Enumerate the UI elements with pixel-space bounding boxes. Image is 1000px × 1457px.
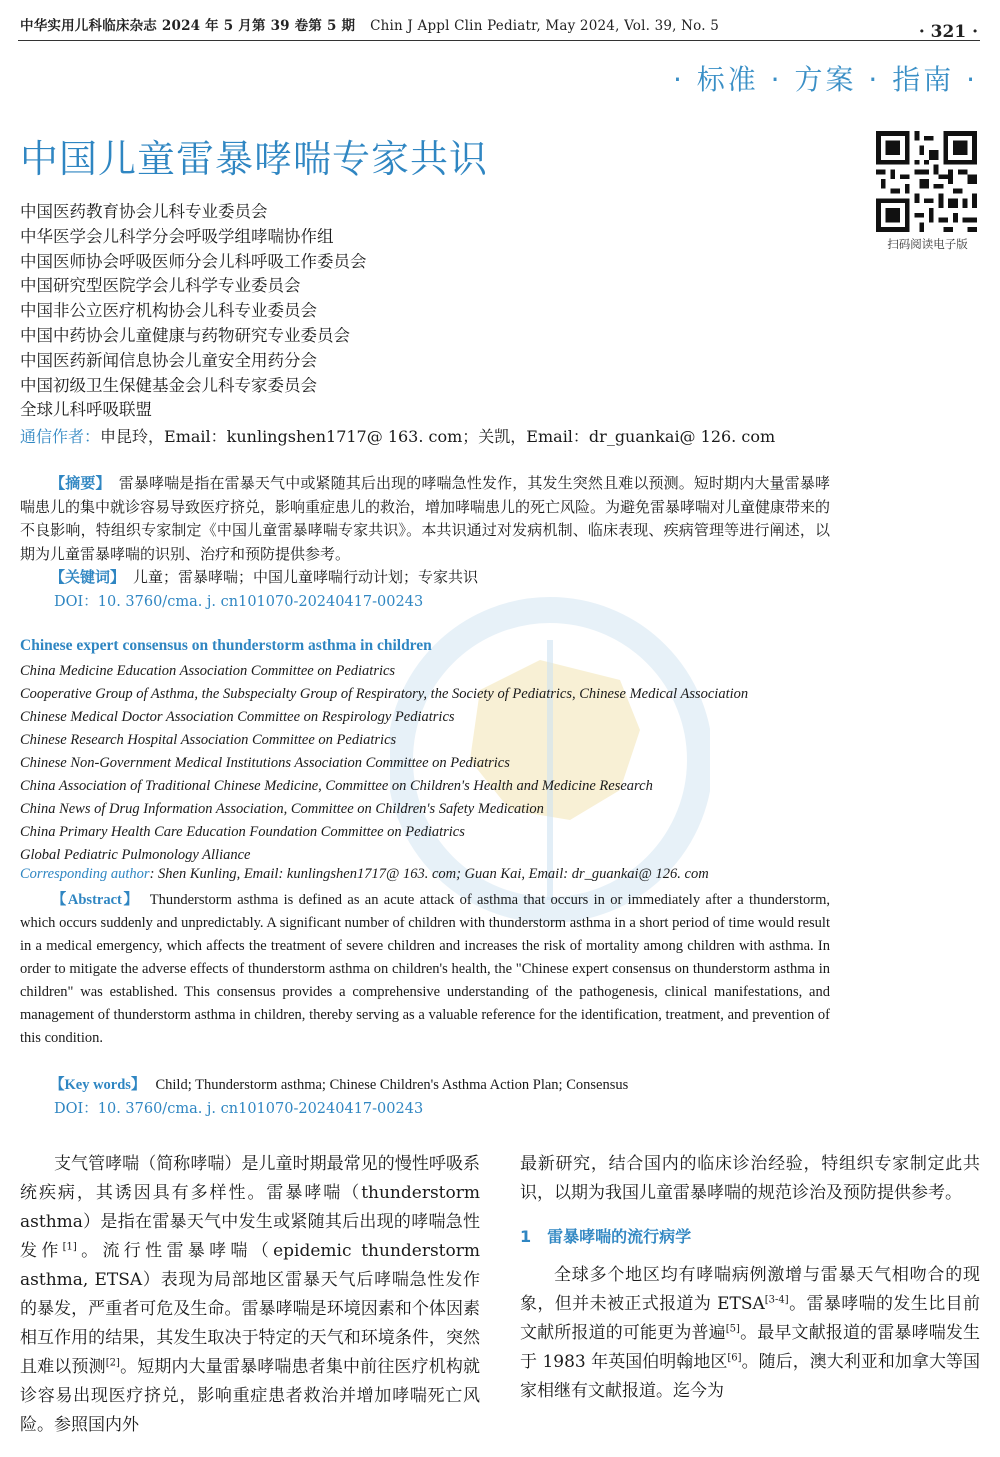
keywords-en [50, 1073, 628, 1094]
organization-list-cn [20, 200, 367, 423]
body-column-right [520, 1150, 980, 1406]
body-paragraph: 最新研究，结合国内的临床诊治经验，特组织专家制定此共识，以期为我国儿童雷暴哮喘的规范诊治及预防提供参考。 [520, 1154, 980, 1203]
organization-en: China Association of Traditional Chinese Medicine, Committee on Children's Health and Medicine Research [20, 778, 653, 794]
journal-header [20, 14, 719, 34]
citation-ref[interactable]: [3-4] [764, 1294, 789, 1306]
citation-ref[interactable]: [2] [105, 1357, 120, 1369]
keywords-text-en: Child; Thunderstorm asthma; Chinese Children's Asthma Action Plan; Consensus [155, 1077, 629, 1093]
body-paragraph [520, 1261, 980, 1406]
article-title-en: Chinese expert consensus on thunderstorm asthma in children [20, 637, 432, 654]
body-text: 全球多个地区均有哮喘病例激增与雷暴天气相吻合的现象，但并未被正式报道为 ETSA [520, 1265, 980, 1314]
journal-header-cn: 中华实用儿科临床杂志 2024 年 5 月第 39 卷第 5 期 [20, 18, 356, 34]
abstract-text-en: Thunderstorm asthma is defined as an acute attack of asthma that occurs in or immediately after a thunderstorm, which occurs suddenly and unpredictably. A significant number of children with thunderstorm asthma in a short period of time would result in a medical emergency, which affects the treatment of severe children and increases the risk of mortality among children with asthma. In order to mitigate the adverse effects of thunderstorm asthma on children's health, the "Chinese expert consensus on thunderstorm asthma in children" was established. This consensus provides a comprehensive understanding of the pathogenesis, clinical manifestations, and management of thunderstorm asthma in children, thereby serving as a valuable reference for the identification, treatment, and prevention of this condition. [20, 892, 830, 1046]
article-title-cn: 中国儿童雷暴哮喘专家共识 [20, 137, 489, 181]
abstract-text-cn: 雷暴哮喘是指在雷暴天气中或紧随其后出现的哮喘急性发作，其发生突然且难以预测。短时期内大量雷暴哮喘患儿的集中就诊容易导致医疗挤兑，影响重症患儿的救治，增加哮喘患儿的死亡风险。为避免雷暴哮喘对儿童健康带来的不良影响，特组织专家制定《中国儿童雷暴哮喘专家共识》。本共识通过对发病机制、临床表现、疾病管理等进行阐述，以期为儿童雷暴哮喘的识别、治疗和预防提供参考。 [20, 474, 831, 563]
organization-en: Chinese Research Hospital Association Committee on Pediatrics [20, 732, 397, 748]
organization-cn: 中国医药新闻信息协会儿童安全用药分会 [20, 350, 317, 370]
organization-en: China Medicine Education Association Committee on Pediatrics [20, 663, 396, 679]
organization-en: Global Pediatric Pulmonology Alliance [20, 847, 251, 863]
organization-cn: 中国研究型医院学会儿科学专业委员会 [20, 276, 301, 296]
organization-cn: 全球儿科呼吸联盟 [20, 400, 152, 420]
organization-cn: 中华医学会儿科学分会呼吸学组哮喘协作组 [20, 226, 334, 246]
section-heading: 1 雷暴哮喘的流行病学 [520, 1227, 692, 1246]
organization-list-en [20, 660, 748, 867]
abstract-en [20, 889, 830, 1050]
body-text: 。最早文献报道的雷暴哮喘发生于 1983 年英国伯明翰地区 [520, 1323, 981, 1372]
organization-cn: 中国中药协会儿童健康与药物研究专业委员会 [20, 325, 350, 345]
journal-header-en: Chin J Appl Clin Pediatr, May 2024, Vol. 39, No. 5 [370, 18, 720, 34]
body-text: 。雷暴哮喘的发生比目前文献所报道的可能更为普遍 [520, 1294, 980, 1343]
keywords-label-cn: 【关键词】 [50, 568, 126, 586]
keywords-label-en: 【Key words】 [50, 1077, 146, 1093]
keywords-cn [50, 566, 478, 587]
organization-cn: 中国非公立医疗机构协会儿科专业委员会 [20, 301, 317, 321]
header-divider [18, 40, 980, 41]
qr-code-icon[interactable] [876, 131, 977, 232]
body-column-left [20, 1150, 480, 1440]
organization-cn: 中国医师协会呼吸医师分会儿科呼吸工作委员会 [20, 251, 367, 271]
section-tag: · 标准 · 方案 · 指南 · [672, 63, 978, 96]
keywords-text-cn: 儿童；雷暴哮喘；中国儿童哮喘行动计划；专家共识 [133, 568, 479, 586]
page-number: · 321 · [918, 22, 978, 42]
organization-en: Chinese Medical Doctor Association Committee on Respirology Pediatrics [20, 709, 455, 725]
body-text: 。随后，澳大利亚和加拿大等国家相继有文献报道。迄今为 [520, 1352, 980, 1401]
corresponding-text-en: : Shen Kunling, Email: kunlingshen1717@ 163. com; Guan Kai, Email: dr_guankai@ 126. com [149, 866, 709, 882]
corresponding-author-en [20, 866, 709, 883]
abstract-cn [20, 472, 830, 566]
doi-link-en[interactable]: DOI：10. 3760/cma. j. cn101070-20240417-00243 [54, 1101, 424, 1117]
organization-cn: 中国医药教育协会儿科专业委员会 [20, 202, 268, 221]
organization-en: China News of Drug Information Association, Committee on Children's Safety Medication [20, 801, 544, 817]
citation-ref[interactable]: [6] [727, 1352, 742, 1364]
organization-en: China Primary Health Care Education Foundation Committee on Pediatrics [20, 824, 465, 840]
corresponding-text-cn: 申昆玲，Email：kunlingshen1717@ 163. com；关凯，Email：dr_guankai@ 126. com [100, 427, 776, 446]
corresponding-label-cn: 通信作者： [20, 427, 101, 446]
abstract-label-cn: 【摘要】 [50, 474, 111, 492]
citation-ref[interactable]: [1] [62, 1241, 77, 1253]
doi-link[interactable]: DOI：10. 3760/cma. j. cn101070-20240417-00243 [54, 594, 424, 610]
body-text: 。流行性雷暴哮喘（epidemic thunderstorm asthma, ETSA）表现为局部地区雷暴天气后哮喘急性发作的暴发，严重者可危及生命。雷暴哮喘是环境因素和个体因素相互作用的结果，其发生取决于特定的天气和环境条件，突然且难以预测 [20, 1241, 480, 1377]
abstract-label-en: 【Abstract】 [50, 892, 140, 908]
body-text: 。短期内大量雷暴哮喘患者集中前往医疗机构就诊容易出现医疗挤兑，影响重症患者救治并增加哮喘死亡风险。参照国内外 [20, 1357, 481, 1435]
qr-caption: 扫码阅读电子版 [887, 237, 968, 251]
citation-ref[interactable]: [5] [725, 1323, 740, 1335]
organization-en: Cooperative Group of Asthma, the Subspecialty Group of Respiratory, the Society of Pediatrics, Chinese Medical Association [20, 686, 749, 702]
body-text: 支气管哮喘（简称哮喘）是儿童时期最常见的慢性呼吸系统疾病，其诱因具有多样性。雷暴哮喘（thunderstorm asthma）是指在雷暴天气中发生或紧随其后出现的哮喘急性发作 [20, 1154, 480, 1261]
corresponding-label-en: Corresponding author [20, 866, 150, 882]
organization-en: Chinese Non-Government Medical Institutions Association Committee on Pediatrics [20, 755, 510, 771]
body-paragraph [20, 1150, 480, 1440]
corresponding-author-cn [20, 424, 775, 447]
organization-cn: 中国初级卫生保健基金会儿科专家委员会 [20, 375, 317, 395]
